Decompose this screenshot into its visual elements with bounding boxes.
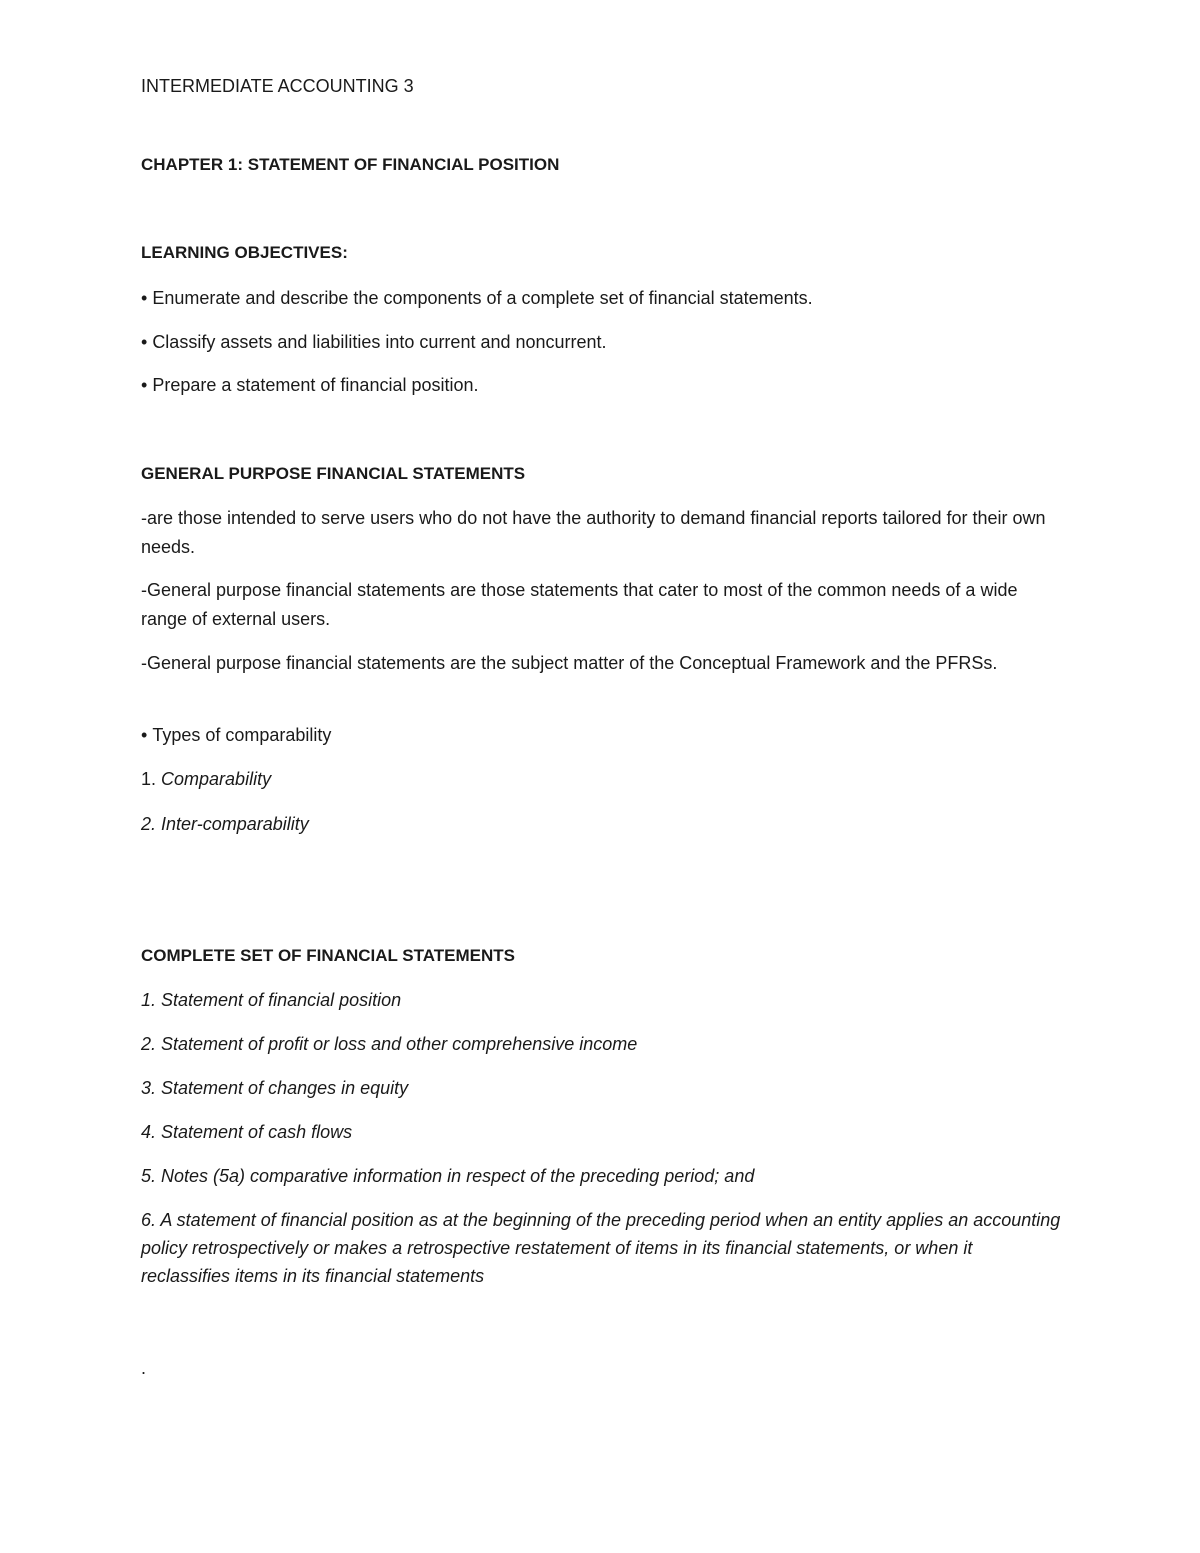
bullet-icon: • [141, 288, 148, 308]
objective-item [141, 373, 479, 397]
objective-text: Classify assets and liabilities into current and noncurrent. [152, 332, 607, 352]
objective-item [141, 330, 607, 354]
objective-text: Prepare a statement of financial position. [152, 375, 479, 395]
objective-item [141, 286, 813, 310]
bullet-icon: • [141, 375, 148, 395]
item-text: Comparability [161, 769, 272, 789]
complete-set-item: 5. Notes (5a) comparative information in respect of the preceding period; and [141, 1166, 755, 1186]
complete-set-item: 2. Statement of profit or loss and other comprehensive income [141, 1034, 638, 1054]
types-label-text: Types of comparability [152, 725, 332, 745]
complete-set-item: 1. Statement of financial position [141, 990, 402, 1010]
complete-set-heading: COMPLETE SET OF FINANCIAL STATEMENTS [141, 946, 515, 965]
objective-text: Enumerate and describe the components of a complete set of financial statements. [152, 288, 813, 308]
item-number: 1. [141, 769, 157, 789]
chapter-title: CHAPTER 1: STATEMENT OF FINANCIAL POSITION [141, 155, 560, 174]
comparability-type-item [141, 767, 271, 791]
complete-set-item: 6. A statement of financial position as at the beginning of the preceding period when an entity applies an accounting policy retrospectively or makes a retrospective restatement of items in its financial statements, or when it reclassifies items in its financial statements [141, 1210, 1061, 1286]
complete-set-item: 3. Statement of changes in equity [141, 1078, 409, 1098]
bullet-icon: • [141, 725, 148, 745]
complete-set-item: 4. Statement of cash flows [141, 1122, 353, 1142]
course-title: INTERMEDIATE ACCOUNTING 3 [141, 76, 414, 96]
item-number: 2. [141, 814, 157, 834]
trailing-period: . [141, 1358, 147, 1378]
general-purpose-paragraph: -General purpose financial statements are those statements that cater to most of the common needs of a wide range of external users. [141, 580, 1018, 629]
general-purpose-heading: GENERAL PURPOSE FINANCIAL STATEMENTS [141, 464, 526, 483]
comparability-types-label [141, 723, 331, 747]
general-purpose-paragraph: -General purpose financial statements are the subject matter of the Conceptual Framework and the PFRSs. [141, 653, 998, 673]
general-purpose-paragraph: -are those intended to serve users who do not have the authority to demand financial reports tailored for their own needs. [141, 508, 1046, 557]
learning-objectives-heading: LEARNING OBJECTIVES: [141, 243, 348, 262]
item-text: Inter-comparability [161, 814, 309, 834]
bullet-icon: • [141, 332, 148, 352]
comparability-type-item [141, 812, 309, 836]
